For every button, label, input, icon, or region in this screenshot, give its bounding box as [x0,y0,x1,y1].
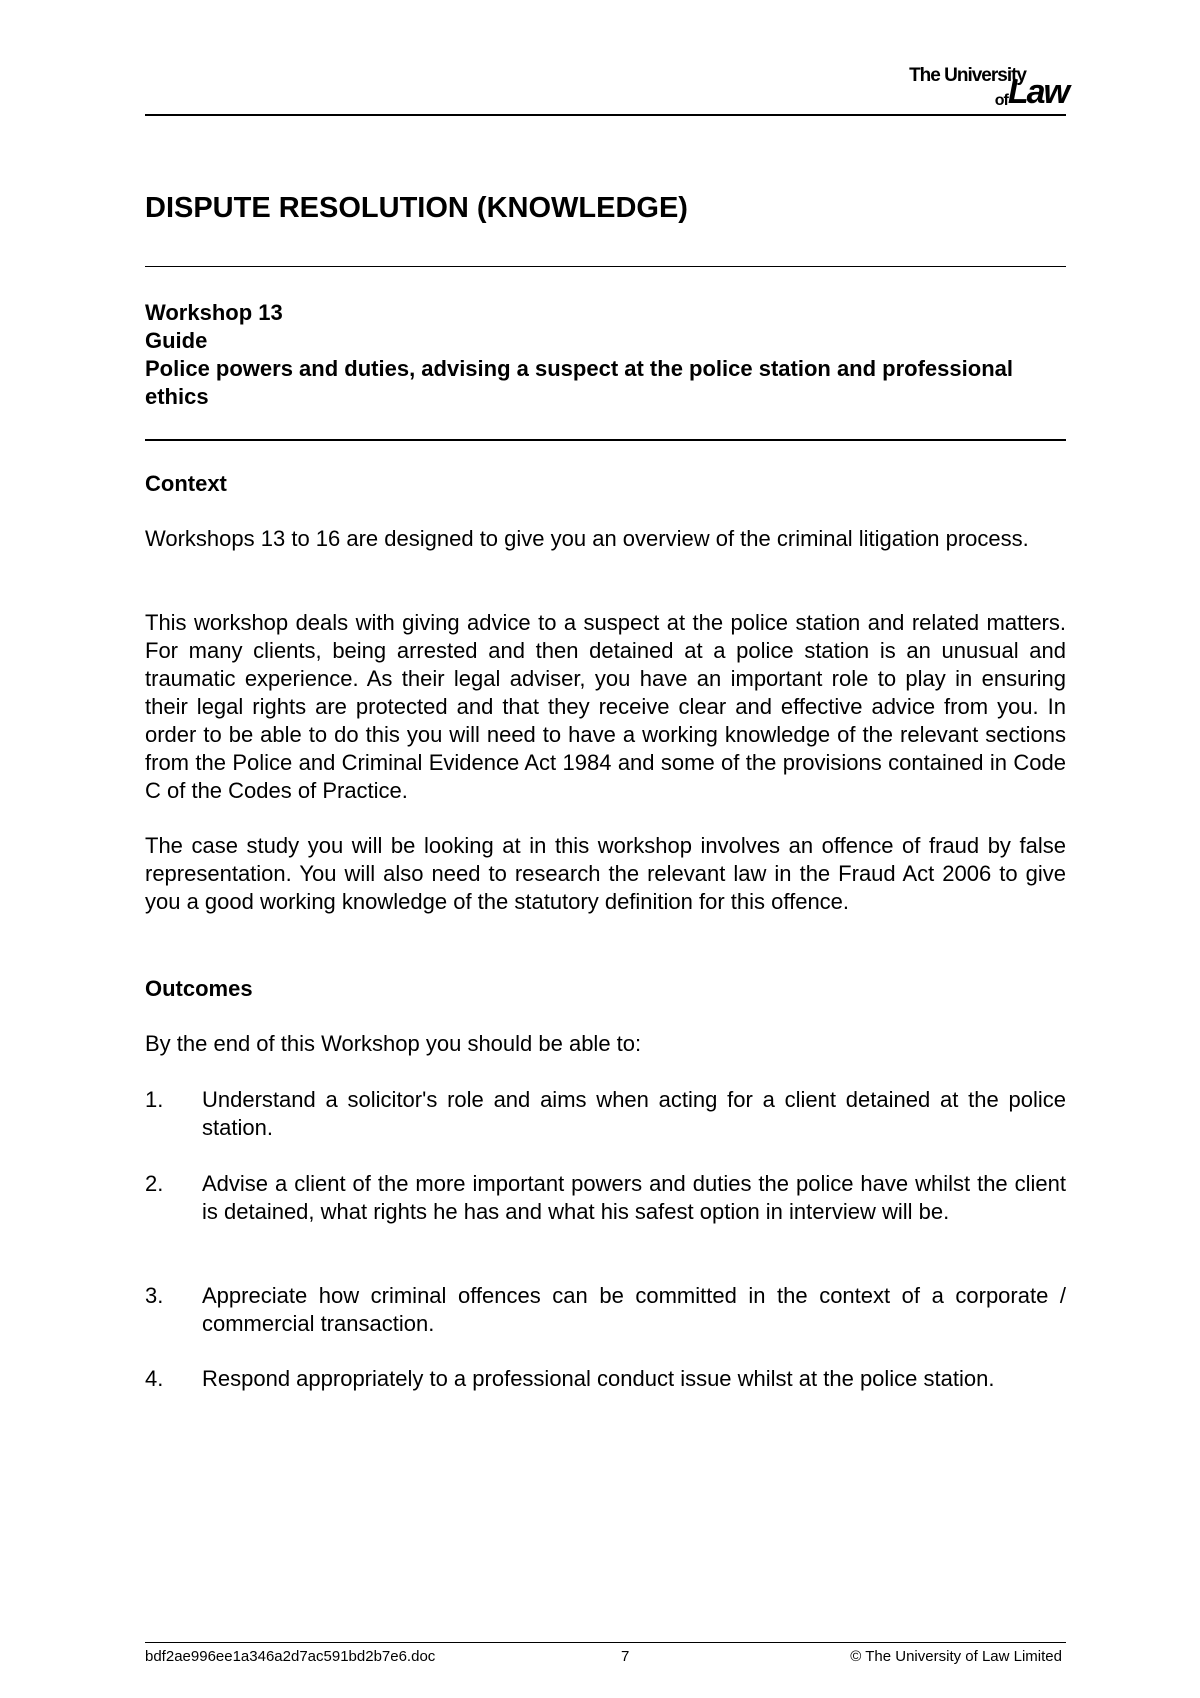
outcome-number: 3. [145,1283,164,1308]
footer-divider [145,1642,1066,1643]
outcome-text: Appreciate how criminal offences can be committed in the context of a corporate / commercial transaction. [202,1283,1066,1336]
context-heading: Context [145,471,227,496]
outcomes-heading: Outcomes [145,976,253,1001]
workshop-subject: Police powers and duties, advising a suspect at the police station and professional ethics [145,356,1013,409]
logo-text-university: The University [909,65,1026,86]
outcome-item [145,1170,1066,1226]
outcome-text: Respond appropriately to a professional conduct issue whilst at the police station. [202,1366,995,1391]
document-title: DISPUTE RESOLUTION (KNOWLEDGE) [145,192,688,224]
workshop-meta [145,299,1066,411]
logo-text-law: Law [1007,73,1068,111]
outcome-number: 2. [145,1171,164,1196]
header-divider [145,114,1066,116]
context-paragraph: Workshops 13 to 16 are designed to give you an overview of the criminal litigation process. [145,526,1029,551]
workshop-number: Workshop 13 [145,300,283,325]
outcome-item [145,1086,1066,1142]
context-paragraph: This workshop deals with giving advice to a suspect at the police station and related matters. For many clients, being arrested and then detained at a police station is an unusual and traumatic experience. As their legal adviser, you have an important role to play in ensuring their legal rights are protected and that they receive clear and effective advice from you. In order to be able to do this you will need to have a working knowledge of the relevant sections from the Police and Criminal Evidence Act 1984 and some of the provisions contained in Code C of the Codes of Practice. [145,610,1066,803]
footer-page-number: 7 [621,1648,630,1665]
outcome-number: 4. [145,1366,164,1391]
outcomes-intro: By the end of this Workshop you should be able to: [145,1031,642,1056]
outcome-number: 1. [145,1087,164,1112]
outcome-item [145,1365,1066,1393]
university-logo [858,65,1068,111]
footer-copyright: © The University of Law Limited [850,1648,1062,1665]
outcome-item [145,1282,1066,1338]
outcome-text: Advise a client of the more important powers and duties the police have whilst the client is detained, what rights he has and what his safest option in interview will be. [202,1171,1066,1224]
context-paragraph: The case study you will be looking at in this workshop involves an offence of fraud by false representation. You will also need to research the relevant law in the Fraud Act 2006 to give you a good working knowledge of the statutory definition for this offence. [145,833,1066,914]
title-divider [145,266,1066,267]
logo-text-of: of [994,92,1008,109]
document-type: Guide [145,328,208,353]
outcome-text: Understand a solicitor's role and aims when acting for a client detained at the police station. [202,1087,1066,1140]
footer-filename: bdf2ae996ee1a346a2d7ac591bd2b7e6.doc [145,1648,436,1665]
meta-divider [145,439,1066,441]
